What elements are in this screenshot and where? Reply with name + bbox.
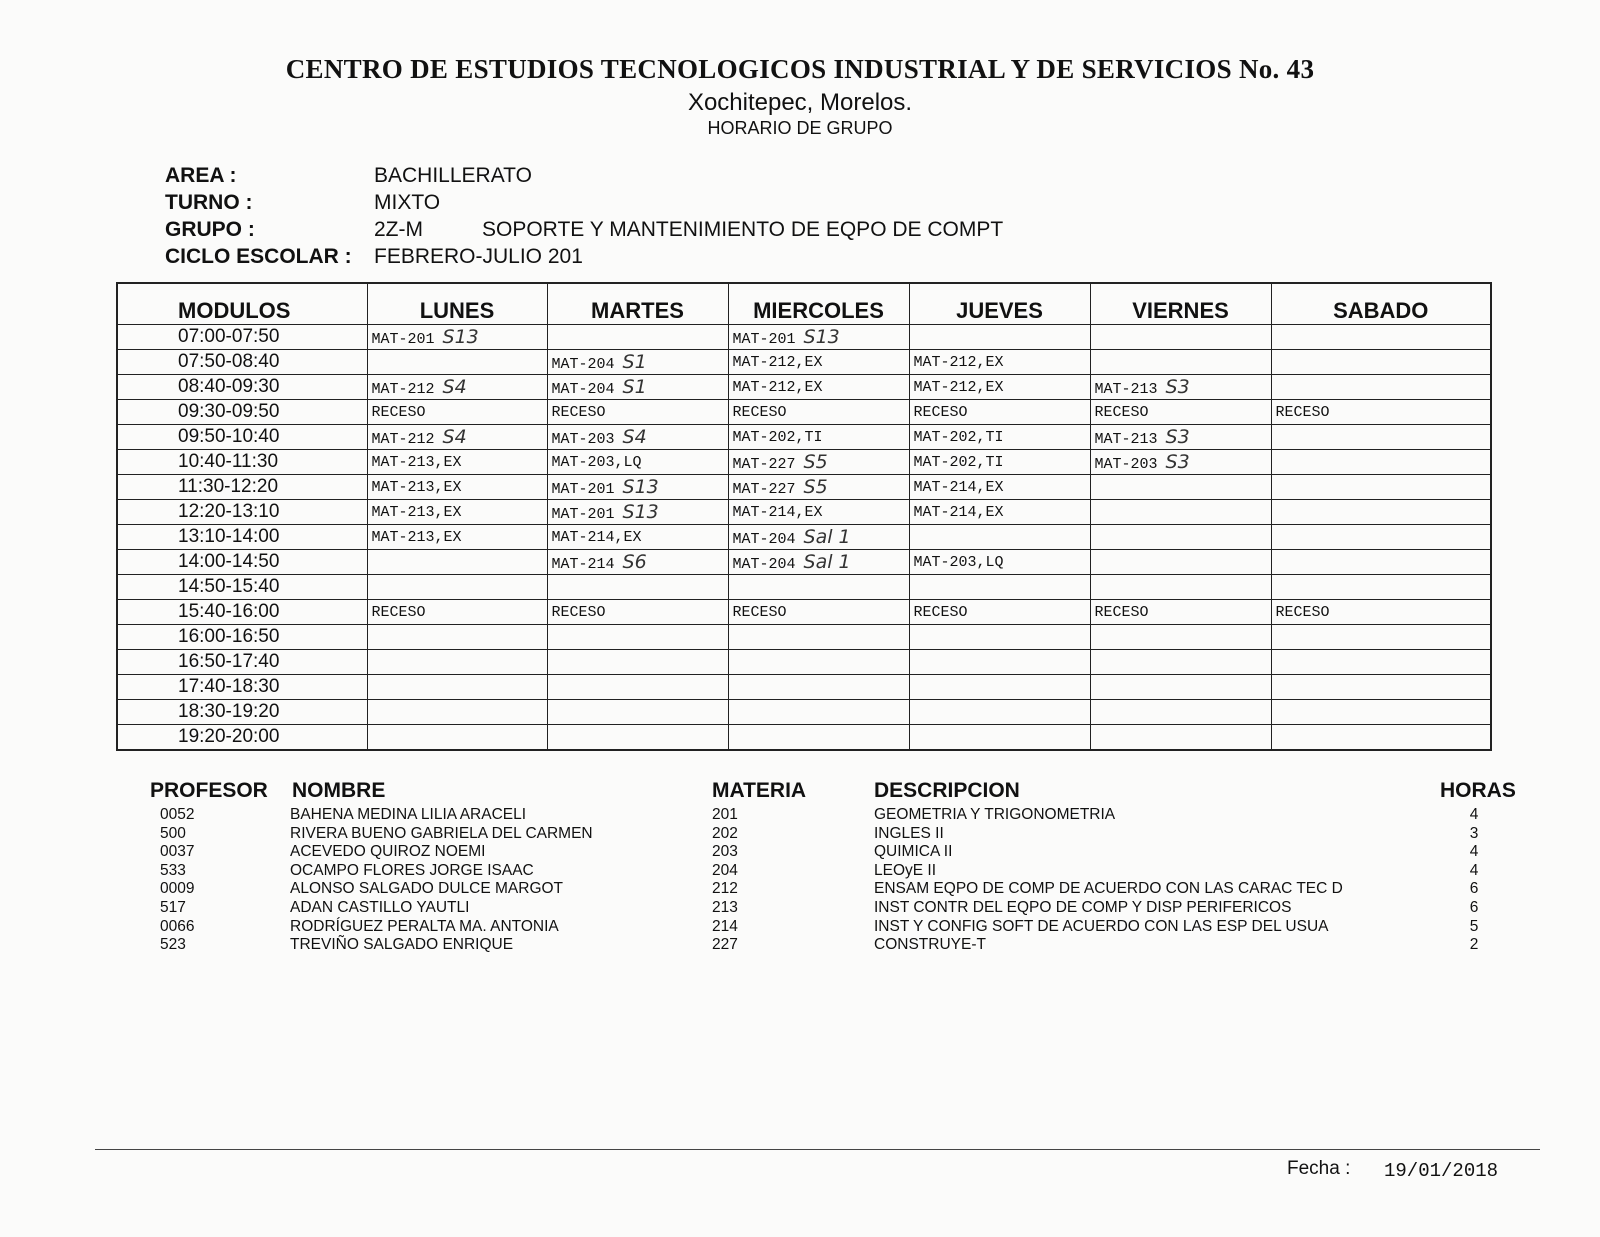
professor-hours: 3 — [1469, 824, 1479, 842]
schedule-cell — [1090, 675, 1271, 700]
schedule-cell — [367, 400, 547, 425]
cell-subject: MAT-201 — [371, 331, 435, 348]
schedule-cell — [1090, 450, 1271, 475]
cell-subject: RECESO — [1094, 603, 1149, 621]
schedule-cell — [909, 475, 1090, 500]
professor-materia: 203 — [712, 843, 738, 861]
professor-materia: 202 — [712, 824, 738, 842]
module-time: 16:50-17:40 — [117, 650, 367, 675]
schedule-row — [117, 575, 1491, 600]
professor-row — [0, 825, 1600, 843]
cell-handwritten-note: S6 — [622, 551, 647, 573]
document-type: HORARIO DE GRUPO — [707, 118, 893, 138]
cell-handwritten-note: S3 — [1165, 426, 1190, 448]
schedule-cell — [367, 425, 547, 450]
schedule-cell — [367, 650, 547, 675]
header-modulos: MODULOS — [117, 283, 367, 325]
schedule-cell — [547, 350, 728, 375]
schedule-row — [117, 475, 1491, 500]
cell-subject: MAT-203 — [551, 431, 615, 448]
schedule-cell — [1271, 575, 1491, 600]
schedule-cell — [547, 675, 728, 700]
schedule-cell — [728, 650, 909, 675]
schedule-cell — [1271, 350, 1491, 375]
schedule-cell — [909, 325, 1090, 350]
professor-row — [0, 936, 1600, 954]
schedule-row — [117, 500, 1491, 525]
schedule-row — [117, 425, 1491, 450]
schedule-cell — [728, 375, 909, 400]
cell-subject: MAT-202,TI — [913, 453, 1004, 471]
schedule-cell — [909, 700, 1090, 725]
schedule-cell — [547, 650, 728, 675]
schedule-cell — [367, 350, 547, 375]
professor-hours: 4 — [1469, 806, 1479, 823]
fecha-label: Fecha : — [1287, 1158, 1351, 1179]
cell-subject: RECESO — [371, 603, 426, 621]
area-label: AREA : — [165, 164, 237, 187]
professor-hours: 6 — [1469, 880, 1479, 898]
module-time: 16:00-16:50 — [117, 625, 367, 650]
schedule-cell — [547, 725, 728, 751]
schedule-cell — [1271, 700, 1491, 725]
schedule-cell — [367, 375, 547, 400]
schedule-cell — [1090, 575, 1271, 600]
schedule-cell — [728, 450, 909, 475]
module-time: 10:40-11:30 — [117, 450, 367, 475]
schedule-cell — [728, 700, 909, 725]
schedule-cell — [909, 675, 1090, 700]
professor-code: 0052 — [160, 806, 195, 823]
cell-handwritten-note: S4 — [442, 376, 467, 398]
schedule-cell — [1271, 675, 1491, 700]
schedule-cell — [367, 525, 547, 550]
schedule-cell — [1090, 350, 1271, 375]
schedule-cell — [1271, 525, 1491, 550]
cell-subject: MAT-202,TI — [732, 428, 823, 446]
professor-code: 0009 — [160, 880, 195, 898]
schedule-cell — [547, 375, 728, 400]
schedule-cell — [909, 375, 1090, 400]
professor-materia: 227 — [712, 936, 738, 954]
schedule-cell — [909, 425, 1090, 450]
header-horas: HORAS — [1440, 779, 1516, 802]
cell-subject: RECESO — [913, 403, 968, 421]
cell-subject: MAT-213 — [1094, 381, 1158, 398]
professor-description: GEOMETRIA Y TRIGONOMETRIA — [874, 806, 1116, 823]
professor-materia: 201 — [712, 806, 738, 823]
schedule-cell — [547, 575, 728, 600]
fecha-value: 19/01/2018 — [1384, 1160, 1499, 1182]
professor-code: 517 — [160, 899, 186, 916]
schedule-row — [117, 700, 1491, 725]
cell-subject: MAT-213,EX — [371, 528, 462, 546]
schedule-cell — [547, 425, 728, 450]
schedule-cell — [1090, 625, 1271, 650]
turno-value: MIXTO — [374, 191, 441, 214]
cell-handwritten-note: S1 — [622, 376, 647, 398]
schedule-cell — [1090, 550, 1271, 575]
module-time: 12:20-13:10 — [117, 500, 367, 525]
grupo-value: 2Z-M — [374, 218, 423, 241]
schedule-cell — [547, 550, 728, 575]
professor-code: 500 — [160, 824, 186, 842]
professor-materia: 213 — [712, 899, 738, 916]
cell-subject: MAT-212,EX — [732, 353, 823, 371]
cell-handwritten-note: S4 — [622, 426, 647, 448]
schedule-cell — [1271, 375, 1491, 400]
schedule-cell — [728, 600, 909, 625]
professor-hours: 4 — [1469, 843, 1479, 861]
cell-subject: MAT-204 — [551, 356, 615, 373]
cell-subject: MAT-212,EX — [913, 378, 1004, 396]
schedule-cell — [1271, 475, 1491, 500]
schedule-cell — [1271, 725, 1491, 751]
professor-name: RODRÍGUEZ PERALTA MA. ANTONIA — [290, 917, 559, 935]
schedule-cell — [909, 575, 1090, 600]
schedule-cell — [1090, 650, 1271, 675]
cell-subject: MAT-212,EX — [732, 378, 823, 396]
professor-name: OCAMPO FLORES JORGE ISAAC — [290, 861, 534, 879]
professor-row — [0, 862, 1600, 880]
schedule-cell — [909, 550, 1090, 575]
school-title: CENTRO DE ESTUDIOS TECNOLOGICOS INDUSTRIAL Y DE SERVICIOS No. 43 — [285, 54, 1315, 84]
schedule-cell — [909, 350, 1090, 375]
professor-row — [0, 806, 1600, 824]
module-time: 09:30-09:50 — [117, 400, 367, 425]
schedule-row — [117, 525, 1491, 550]
header-descripcion: DESCRIPCION — [874, 779, 1020, 802]
schedule-row — [117, 650, 1491, 675]
schedule-row — [117, 625, 1491, 650]
professor-row — [0, 843, 1600, 861]
professor-name: ACEVEDO QUIROZ NOEMI — [290, 843, 486, 861]
cell-subject: RECESO — [913, 603, 968, 621]
area-value: BACHILLERATO — [374, 164, 532, 187]
cell-handwritten-note: S13 — [622, 476, 659, 498]
schedule-cell — [728, 400, 909, 425]
schedule-cell — [547, 700, 728, 725]
schedule-cell — [367, 600, 547, 625]
schedule-cell — [909, 525, 1090, 550]
schedule-cell — [728, 625, 909, 650]
professor-materia: 214 — [712, 917, 738, 935]
schedule-row — [117, 375, 1491, 400]
schedule-header-row — [117, 283, 1491, 325]
ciclo-value: FEBRERO-JULIO 201 — [374, 245, 583, 268]
professor-row — [0, 918, 1600, 936]
schedule-row — [117, 550, 1491, 575]
professor-hours: 4 — [1469, 861, 1479, 879]
schedule-cell — [547, 525, 728, 550]
professor-description: INST CONTR DEL EQPO DE COMP Y DISP PERIFERICOS — [874, 899, 1292, 916]
professor-name: ADAN CASTILLO YAUTLI — [290, 899, 470, 916]
professor-row — [0, 880, 1600, 898]
ciclo-label: CICLO ESCOLAR : — [165, 245, 352, 268]
module-time: 15:40-16:00 — [117, 600, 367, 625]
professor-name: ALONSO SALGADO DULCE MARGOT — [290, 880, 564, 898]
schedule-cell — [909, 650, 1090, 675]
professor-hours: 6 — [1469, 899, 1479, 916]
schedule-cell — [367, 325, 547, 350]
schedule-cell — [909, 725, 1090, 751]
schedule-cell — [1271, 600, 1491, 625]
schedule-cell — [367, 675, 547, 700]
cell-subject: MAT-202,TI — [913, 428, 1004, 446]
turno-label: TURNO : — [165, 191, 253, 214]
header-lunes: LUNES — [367, 283, 547, 325]
cell-subject: MAT-214,EX — [551, 528, 642, 546]
schedule-cell — [909, 600, 1090, 625]
header-sabado: SABADO — [1271, 283, 1491, 325]
cell-subject: MAT-213,EX — [371, 503, 462, 521]
cell-subject: MAT-214,EX — [913, 503, 1004, 521]
module-time: 14:00-14:50 — [117, 550, 367, 575]
schedule-cell — [728, 425, 909, 450]
cell-subject: MAT-212 — [371, 381, 435, 398]
cell-handwritten-note: Sal 1 — [803, 526, 851, 548]
cell-subject: MAT-204 — [732, 556, 796, 573]
schedule-cell — [547, 475, 728, 500]
professor-code: 533 — [160, 861, 186, 879]
module-time: 19:20-20:00 — [117, 725, 367, 751]
schedule-cell — [1271, 400, 1491, 425]
cell-subject: RECESO — [1275, 603, 1330, 621]
cell-handwritten-note: S4 — [442, 426, 467, 448]
cell-handwritten-note: S13 — [803, 326, 840, 348]
professor-code: 523 — [160, 936, 186, 954]
cell-subject: MAT-201 — [551, 506, 615, 523]
schedule-cell — [1090, 425, 1271, 450]
schedule-row — [117, 350, 1491, 375]
module-time: 18:30-19:20 — [117, 700, 367, 725]
professor-description: ENSAM EQPO DE COMP DE ACUERDO CON LAS CARAC TEC D — [874, 880, 1343, 898]
cell-subject: MAT-201 — [732, 331, 796, 348]
professor-description: INST Y CONFIG SOFT DE ACUERDO CON LAS ESP DEL USUA — [874, 917, 1329, 935]
cell-handwritten-note: S1 — [622, 351, 647, 373]
schedule-cell — [1090, 375, 1271, 400]
cell-subject: MAT-204 — [732, 531, 796, 548]
schedule-row — [117, 450, 1491, 475]
professor-hours: 2 — [1469, 936, 1479, 954]
module-time: 17:40-18:30 — [117, 675, 367, 700]
schedule-cell — [367, 725, 547, 751]
schedule-cell — [547, 500, 728, 525]
schedule-cell — [1271, 325, 1491, 350]
cell-handwritten-note: S5 — [803, 451, 828, 473]
module-time: 07:00-07:50 — [117, 325, 367, 350]
module-time: 13:10-14:00 — [117, 525, 367, 550]
cell-subject: RECESO — [732, 603, 787, 621]
school-location: Xochitepec, Morelos. — [687, 89, 913, 116]
schedule-cell — [547, 600, 728, 625]
module-time: 14:50-15:40 — [117, 575, 367, 600]
grupo-description: SOPORTE Y MANTENIMIENTO DE EQPO DE COMPT — [482, 218, 1004, 241]
schedule-cell — [367, 450, 547, 475]
professor-row — [0, 899, 1600, 917]
schedule-cell — [909, 625, 1090, 650]
schedule-cell — [547, 325, 728, 350]
cell-subject: MAT-227 — [732, 481, 796, 498]
schedule-cell — [728, 500, 909, 525]
cell-handwritten-note: S3 — [1165, 376, 1190, 398]
cell-subject: MAT-212,EX — [913, 353, 1004, 371]
cell-subject: MAT-227 — [732, 456, 796, 473]
header-profesor: PROFESOR — [150, 779, 268, 802]
cell-subject: RECESO — [732, 403, 787, 421]
header-jueves: JUEVES — [909, 283, 1090, 325]
schedule-cell — [1090, 525, 1271, 550]
cell-subject: MAT-214,EX — [913, 478, 1004, 496]
module-time: 08:40-09:30 — [117, 375, 367, 400]
professor-hours: 5 — [1469, 917, 1479, 935]
schedule-row — [117, 600, 1491, 625]
cell-handwritten-note: S13 — [622, 501, 659, 523]
professor-description: QUIMICA II — [874, 843, 953, 861]
cell-subject: MAT-213 — [1094, 431, 1158, 448]
schedule-cell — [1090, 500, 1271, 525]
grupo-label: GRUPO : — [165, 218, 255, 241]
schedule-cell — [547, 625, 728, 650]
schedule-cell — [728, 350, 909, 375]
header-materia: MATERIA — [712, 779, 807, 802]
schedule-cell — [367, 625, 547, 650]
schedule-cell — [367, 500, 547, 525]
professor-name: BAHENA MEDINA LILIA ARACELI — [290, 806, 527, 823]
schedule-cell — [1271, 500, 1491, 525]
schedule-cell — [547, 450, 728, 475]
schedule-cell — [909, 450, 1090, 475]
cell-subject: MAT-212 — [371, 431, 435, 448]
cell-handwritten-note: S13 — [442, 326, 479, 348]
schedule-cell — [728, 475, 909, 500]
professor-materia: 212 — [712, 880, 738, 898]
cell-subject: RECESO — [551, 603, 606, 621]
schedule-row — [117, 675, 1491, 700]
professor-code: 0037 — [160, 843, 195, 861]
professor-name: RIVERA BUENO GABRIELA DEL CARMEN — [290, 824, 593, 842]
cell-subject: MAT-214 — [551, 556, 615, 573]
cell-subject: RECESO — [1094, 403, 1149, 421]
schedule-cell — [1090, 700, 1271, 725]
cell-subject: MAT-204 — [551, 381, 615, 398]
schedule-cell — [909, 400, 1090, 425]
header-miercoles: MIERCOLES — [728, 283, 909, 325]
schedule-cell — [1090, 400, 1271, 425]
schedule-body — [117, 325, 1491, 751]
cell-handwritten-note: Sal 1 — [803, 551, 851, 573]
professor-description: INGLES II — [874, 824, 944, 842]
cell-subject: RECESO — [1275, 403, 1330, 421]
professor-description: LEOyE II — [874, 861, 937, 879]
schedule-cell — [367, 575, 547, 600]
cell-subject: MAT-203,LQ — [913, 553, 1004, 571]
schedule-cell — [1271, 650, 1491, 675]
schedule-row — [117, 725, 1491, 751]
cell-subject: MAT-214,EX — [732, 503, 823, 521]
module-time: 11:30-12:20 — [117, 475, 367, 500]
header-viernes: VIERNES — [1090, 283, 1271, 325]
schedule-cell — [1271, 425, 1491, 450]
schedule-cell — [1090, 725, 1271, 751]
schedule-cell — [728, 725, 909, 751]
header-nombre: NOMBRE — [292, 779, 386, 802]
schedule-cell — [728, 675, 909, 700]
schedule-cell — [367, 475, 547, 500]
schedule-cell — [909, 500, 1090, 525]
header-martes: MARTES — [547, 283, 728, 325]
professor-materia: 204 — [712, 861, 738, 879]
schedule-cell — [1271, 450, 1491, 475]
schedule-cell — [1271, 625, 1491, 650]
schedule-row — [117, 400, 1491, 425]
schedule-cell — [728, 525, 909, 550]
professor-name: TREVIÑO SALGADO ENRIQUE — [290, 936, 514, 954]
cell-subject: RECESO — [371, 403, 426, 421]
schedule-cell — [1090, 475, 1271, 500]
cell-handwritten-note: S5 — [803, 476, 828, 498]
module-time: 07:50-08:40 — [117, 350, 367, 375]
cell-subject: MAT-201 — [551, 481, 615, 498]
cell-subject: MAT-203,LQ — [551, 453, 642, 471]
professor-code: 0066 — [160, 917, 195, 935]
schedule-cell — [547, 400, 728, 425]
schedule-cell — [728, 575, 909, 600]
schedule-cell — [367, 700, 547, 725]
professor-description: CONSTRUYE-T — [874, 936, 986, 954]
schedule-cell — [728, 550, 909, 575]
schedule-row — [117, 325, 1491, 350]
schedule-cell — [1090, 600, 1271, 625]
cell-subject: RECESO — [551, 403, 606, 421]
footer-line — [95, 1149, 1540, 1150]
schedule-cell — [367, 550, 547, 575]
schedule-cell — [1090, 325, 1271, 350]
schedule-cell — [1271, 550, 1491, 575]
cell-subject: MAT-213,EX — [371, 453, 462, 471]
schedule-cell — [728, 325, 909, 350]
cell-subject: MAT-213,EX — [371, 478, 462, 496]
module-time: 09:50-10:40 — [117, 425, 367, 450]
schedule-table — [116, 282, 1492, 751]
cell-handwritten-note: S3 — [1165, 451, 1190, 473]
cell-subject: MAT-203 — [1094, 456, 1158, 473]
